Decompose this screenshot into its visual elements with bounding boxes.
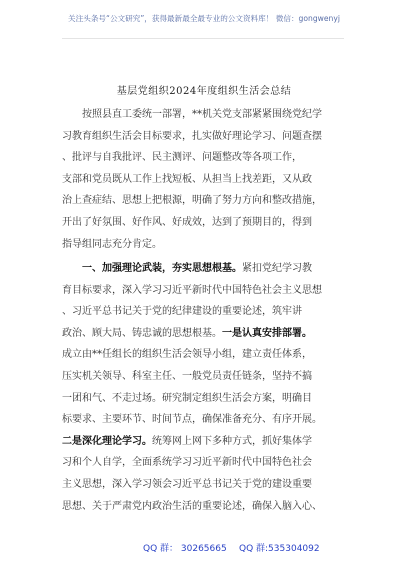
text-line: 开出了好氛围、好作风、好成效，达到了预期目的，得到: [62, 216, 312, 228]
footer: [0, 541, 408, 561]
text-line: 成立由**任组长的组织生活会领导小组，建立责任体系，: [62, 349, 312, 361]
text-line: 压实机关领导、科室主任、一般党员责任链条，坚持不搞: [62, 370, 312, 382]
document-title: 基层党组织2024年度组织生活会总结: [116, 86, 292, 97]
text-run: 统筹网上网下多种方式，抓好集体学: [152, 435, 312, 447]
text-line: 按照县直工委统一部署，**机关党支部紧紧围绕党纪学: [62, 109, 322, 120]
header-divider: [62, 38, 344, 39]
text-line: 治上查症结、思想上把根源，明确了努力方向和整改措施，: [62, 195, 322, 207]
section-heading: 一、加强理论武装，夯实思想根基。: [62, 263, 242, 274]
paragraph-section-one: [62, 258, 352, 517]
header-banner: 关注头条号“公文研究”，获得最新最全最专业的公文资料库！ 微信：gongwenyj: [68, 14, 340, 23]
text-line: 主义思想，深入学习领会习近平总书记关于党的建设重要: [62, 478, 312, 490]
text-line: 支部和党员既从工作上找短板、从担当上找差距，又从政: [62, 173, 312, 185]
text-line: [62, 258, 352, 280]
text-line: 习和个人自学，全面系统学习习近平新时代中国特色社会: [62, 457, 312, 469]
subheading: 一是认真安排部署。: [222, 327, 312, 339]
paragraph-intro: [62, 104, 352, 255]
text-line: [62, 431, 352, 453]
text-line: 、批评与自我批评、民主测评、问题整改等各项工作，: [62, 152, 302, 164]
text-line: 标要求、主要环节、时间节点，确保准备充分、有序开展。: [62, 414, 322, 426]
qq-group-1: QQ 群： 30265665: [143, 544, 227, 554]
text-line: [62, 323, 352, 345]
text-line: 习教育组织生活会目标要求，扎实做好理论学习、问题查摆: [62, 130, 322, 142]
text-line: 指导组同志充分肯定。: [62, 238, 162, 250]
text-line: 一团和气、不走过场。研究制定组织生活会方案，明确目: [62, 392, 312, 404]
text-line: 思想、关于严肃党内政治生活的重要论述，确保入脑入心、: [62, 500, 322, 512]
subheading: 二是深化理论学习。: [62, 435, 152, 447]
text-line: 、习近平总书记关于党的纪律建设的重要论述，筑牢讲: [62, 306, 302, 318]
text-run: 紧扣党纪学习教: [242, 263, 312, 274]
text-run: 政治、顾大局、铸忠诚的思想根基。: [62, 327, 222, 339]
text-line: 育目标要求，深入学习习近平新时代中国特色社会主义思想: [62, 284, 322, 296]
qq-group-2: QQ 群:535304092: [239, 544, 320, 554]
